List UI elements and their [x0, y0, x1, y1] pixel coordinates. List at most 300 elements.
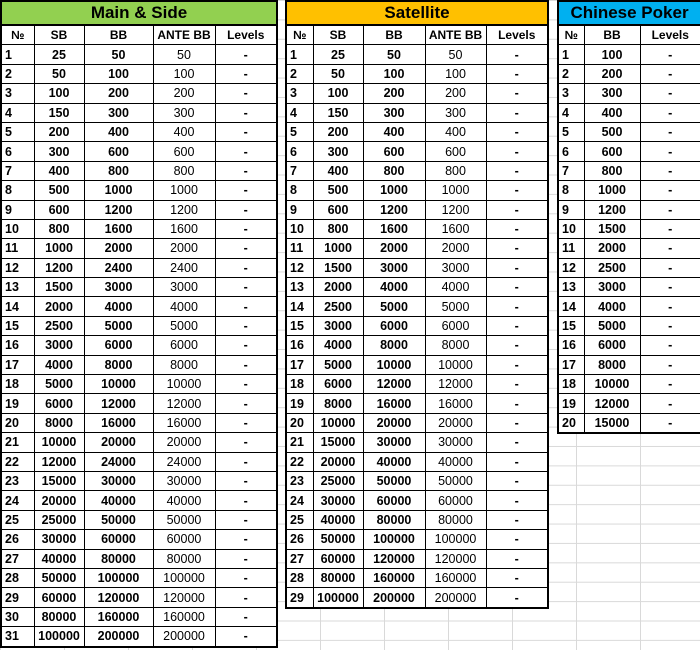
table-cell[interactable]: - [215, 278, 277, 297]
table-cell[interactable]: 300 [313, 142, 363, 161]
table-cell[interactable]: - [640, 375, 700, 394]
table-cell[interactable]: 1500 [584, 219, 640, 238]
table-cell[interactable]: 1200 [84, 200, 153, 219]
table-cell[interactable]: 30000 [84, 471, 153, 490]
table-cell[interactable]: - [486, 510, 548, 529]
table-cell[interactable]: 3000 [34, 336, 84, 355]
table-cell[interactable]: 40000 [425, 452, 486, 471]
table-cell[interactable]: 5 [286, 122, 313, 141]
table-cell[interactable]: 200000 [425, 588, 486, 608]
table-cell[interactable]: 3 [1, 84, 34, 103]
table-cell[interactable]: 40000 [84, 491, 153, 510]
table-cell[interactable]: 4000 [584, 297, 640, 316]
table-cell[interactable]: 16 [558, 336, 584, 355]
table-cell[interactable]: 80000 [34, 607, 84, 626]
table-cell[interactable]: 1 [286, 45, 313, 64]
table-cell[interactable]: 15 [558, 316, 584, 335]
table-cell[interactable]: - [640, 84, 700, 103]
table-cell[interactable]: - [486, 355, 548, 374]
table-cell[interactable]: - [215, 433, 277, 452]
table-cell[interactable]: 50 [84, 45, 153, 64]
table-cell[interactable]: 50000 [425, 471, 486, 490]
table-cell[interactable]: 6 [286, 142, 313, 161]
table-cell[interactable]: - [486, 103, 548, 122]
table-cell[interactable]: 4000 [84, 297, 153, 316]
table-cell[interactable]: - [640, 394, 700, 413]
table-cell[interactable]: 25000 [34, 510, 84, 529]
table-cell[interactable]: 6000 [153, 336, 215, 355]
table-cell[interactable]: 60000 [153, 530, 215, 549]
table-cell[interactable]: 15000 [34, 471, 84, 490]
table-cell[interactable]: - [215, 375, 277, 394]
table-cell[interactable]: - [215, 336, 277, 355]
table-cell[interactable]: - [215, 181, 277, 200]
table-cell[interactable]: 2 [1, 64, 34, 83]
table-cell[interactable]: 3000 [84, 278, 153, 297]
table-cell[interactable]: 14 [1, 297, 34, 316]
table-cell[interactable]: 50000 [363, 471, 425, 490]
table-cell[interactable]: 5 [1, 122, 34, 141]
table-cell[interactable]: 2000 [313, 278, 363, 297]
table-cell[interactable]: 15 [286, 316, 313, 335]
table-cell[interactable]: 200 [84, 84, 153, 103]
table-cell[interactable]: 160000 [153, 607, 215, 626]
table-cell[interactable]: 30 [1, 607, 34, 626]
table-cell[interactable]: - [486, 568, 548, 587]
table-cell[interactable]: 20 [558, 413, 584, 433]
table-cell[interactable]: - [486, 84, 548, 103]
table-cell[interactable]: 31 [1, 627, 34, 647]
table-cell[interactable]: 6000 [34, 394, 84, 413]
table-cell[interactable]: 400 [84, 122, 153, 141]
table-cell[interactable]: 1500 [313, 258, 363, 277]
table-cell[interactable]: - [215, 64, 277, 83]
table-cell[interactable]: - [486, 413, 548, 432]
table-cell[interactable]: 23 [286, 471, 313, 490]
table-cell[interactable]: - [215, 142, 277, 161]
table-cell[interactable]: - [215, 491, 277, 510]
table-cell[interactable]: 24000 [153, 452, 215, 471]
table-cell[interactable]: - [215, 84, 277, 103]
table-cell[interactable]: 80000 [363, 510, 425, 529]
table-cell[interactable]: - [215, 510, 277, 529]
table-cell[interactable]: - [640, 219, 700, 238]
table-cell[interactable]: 500 [584, 122, 640, 141]
table-cell[interactable]: - [215, 355, 277, 374]
table-cell[interactable]: 40000 [363, 452, 425, 471]
table-cell[interactable]: - [215, 413, 277, 432]
table-cell[interactable]: - [486, 64, 548, 83]
table-cell[interactable]: 3 [286, 84, 313, 103]
table-cell[interactable]: 25 [34, 45, 84, 64]
table-cell[interactable]: - [215, 45, 277, 64]
table-cell[interactable]: 28 [1, 568, 34, 587]
table-cell[interactable]: 100000 [34, 627, 84, 647]
table-cell[interactable]: 50000 [34, 568, 84, 587]
table-cell[interactable]: 1000 [153, 181, 215, 200]
table-cell[interactable]: 29 [1, 588, 34, 607]
table-cell[interactable]: 14 [286, 297, 313, 316]
table-cell[interactable]: - [486, 530, 548, 549]
table-cell[interactable]: 600 [34, 200, 84, 219]
table-cell[interactable]: 9 [558, 200, 584, 219]
table-cell[interactable]: 16 [286, 336, 313, 355]
table-cell[interactable]: - [486, 219, 548, 238]
table-cell[interactable]: 800 [425, 161, 486, 180]
table-cell[interactable]: - [640, 316, 700, 335]
table-cell[interactable]: 16000 [425, 394, 486, 413]
table-cell[interactable]: 1200 [153, 200, 215, 219]
table-cell[interactable]: 100000 [84, 568, 153, 587]
table-cell[interactable]: - [486, 394, 548, 413]
table-cell[interactable]: 200 [425, 84, 486, 103]
table-cell[interactable]: 3000 [153, 278, 215, 297]
table-cell[interactable]: 1000 [34, 239, 84, 258]
table-cell[interactable]: 8000 [84, 355, 153, 374]
table-cell[interactable]: 300 [84, 103, 153, 122]
table-cell[interactable]: 1000 [425, 181, 486, 200]
table-cell[interactable]: 1 [1, 45, 34, 64]
table-cell[interactable]: 13 [558, 278, 584, 297]
table-cell[interactable]: 6000 [313, 375, 363, 394]
table-cell[interactable]: - [640, 161, 700, 180]
table-cell[interactable]: 2 [558, 64, 584, 83]
table-cell[interactable]: - [486, 452, 548, 471]
table-cell[interactable]: - [640, 103, 700, 122]
table-cell[interactable]: 300 [153, 103, 215, 122]
table-cell[interactable]: 60000 [425, 491, 486, 510]
table-cell[interactable]: 26 [286, 530, 313, 549]
table-cell[interactable]: 80000 [84, 549, 153, 568]
table-cell[interactable]: 800 [84, 161, 153, 180]
table-cell[interactable]: 1000 [584, 181, 640, 200]
table-cell[interactable]: 100 [425, 64, 486, 83]
table-cell[interactable]: - [215, 607, 277, 626]
table-cell[interactable]: 120000 [425, 549, 486, 568]
table-cell[interactable]: - [486, 258, 548, 277]
table-cell[interactable]: 19 [286, 394, 313, 413]
table-cell[interactable]: - [215, 219, 277, 238]
table-cell[interactable]: 7 [286, 161, 313, 180]
table-cell[interactable]: 100000 [313, 588, 363, 608]
table-cell[interactable]: 30000 [313, 491, 363, 510]
table-cell[interactable]: 11 [286, 239, 313, 258]
table-cell[interactable]: 18 [1, 375, 34, 394]
table-cell[interactable]: - [640, 413, 700, 433]
table-cell[interactable]: - [486, 588, 548, 608]
table-cell[interactable]: 6 [1, 142, 34, 161]
table-cell[interactable]: 1500 [34, 278, 84, 297]
table-cell[interactable]: 120000 [84, 588, 153, 607]
table-cell[interactable]: 50000 [153, 510, 215, 529]
table-cell[interactable]: 50 [425, 45, 486, 64]
table-cell[interactable]: - [640, 239, 700, 258]
table-cell[interactable]: - [486, 122, 548, 141]
table-cell[interactable]: - [215, 200, 277, 219]
table-cell[interactable]: 3000 [425, 258, 486, 277]
table-cell[interactable]: 16 [1, 336, 34, 355]
table-cell[interactable]: 2500 [313, 297, 363, 316]
table-cell[interactable]: 2 [286, 64, 313, 83]
table-cell[interactable]: 15000 [584, 413, 640, 433]
table-cell[interactable]: - [486, 336, 548, 355]
table-cell[interactable]: 400 [584, 103, 640, 122]
table-cell[interactable]: 9 [1, 200, 34, 219]
table-cell[interactable]: 2000 [84, 239, 153, 258]
table-cell[interactable]: 40000 [34, 549, 84, 568]
table-cell[interactable]: - [486, 161, 548, 180]
table-cell[interactable]: 10 [558, 219, 584, 238]
table-cell[interactable]: 23 [1, 471, 34, 490]
table-cell[interactable]: 50000 [84, 510, 153, 529]
table-cell[interactable]: 20 [286, 413, 313, 432]
table-cell[interactable]: 9 [286, 200, 313, 219]
table-cell[interactable]: 13 [1, 278, 34, 297]
table-cell[interactable]: 80000 [153, 549, 215, 568]
table-cell[interactable]: 300 [584, 84, 640, 103]
table-cell[interactable]: 400 [313, 161, 363, 180]
table-cell[interactable]: 800 [584, 161, 640, 180]
table-cell[interactable]: 800 [153, 161, 215, 180]
table-cell[interactable]: 8 [286, 181, 313, 200]
table-cell[interactable]: - [215, 549, 277, 568]
table-cell[interactable]: 12 [1, 258, 34, 277]
table-cell[interactable]: 12 [286, 258, 313, 277]
table-cell[interactable]: 600 [153, 142, 215, 161]
table-cell[interactable]: 200000 [363, 588, 425, 608]
table-cell[interactable]: 4 [1, 103, 34, 122]
table-cell[interactable]: 17 [558, 355, 584, 374]
table-cell[interactable]: 160000 [84, 607, 153, 626]
table-cell[interactable]: - [640, 336, 700, 355]
table-cell[interactable]: 200000 [84, 627, 153, 647]
table-cell[interactable]: 22 [286, 452, 313, 471]
table-cell[interactable]: 19 [1, 394, 34, 413]
table-cell[interactable]: 100 [34, 84, 84, 103]
table-cell[interactable]: 6000 [363, 316, 425, 335]
table-cell[interactable]: 5000 [425, 297, 486, 316]
table-cell[interactable]: 25 [1, 510, 34, 529]
table-cell[interactable]: - [215, 122, 277, 141]
table-cell[interactable]: 22 [1, 452, 34, 471]
table-cell[interactable]: 20000 [84, 433, 153, 452]
table-cell[interactable]: 5000 [584, 316, 640, 335]
table-cell[interactable]: 20000 [153, 433, 215, 452]
table-cell[interactable]: 800 [363, 161, 425, 180]
table-cell[interactable]: 3000 [313, 316, 363, 335]
table-cell[interactable]: - [486, 471, 548, 490]
table-cell[interactable]: 150 [313, 103, 363, 122]
table-cell[interactable]: - [215, 471, 277, 490]
table-cell[interactable]: 2400 [153, 258, 215, 277]
table-cell[interactable]: 1200 [584, 200, 640, 219]
table-cell[interactable]: 2400 [84, 258, 153, 277]
table-cell[interactable]: 12000 [84, 394, 153, 413]
table-cell[interactable]: - [486, 316, 548, 335]
table-cell[interactable]: 50 [153, 45, 215, 64]
table-cell[interactable]: - [215, 530, 277, 549]
table-cell[interactable]: 120000 [363, 549, 425, 568]
table-cell[interactable]: - [215, 297, 277, 316]
table-cell[interactable]: 500 [313, 181, 363, 200]
table-cell[interactable]: 5000 [84, 316, 153, 335]
table-cell[interactable]: 4 [558, 103, 584, 122]
table-cell[interactable]: - [486, 549, 548, 568]
table-cell[interactable]: 1200 [425, 200, 486, 219]
table-cell[interactable]: 200 [153, 84, 215, 103]
table-cell[interactable]: 100 [584, 45, 640, 64]
table-cell[interactable]: 2000 [153, 239, 215, 258]
table-cell[interactable]: 8000 [153, 355, 215, 374]
table-cell[interactable]: - [215, 568, 277, 587]
table-cell[interactable]: 4000 [153, 297, 215, 316]
table-cell[interactable]: 5000 [363, 297, 425, 316]
table-cell[interactable]: - [215, 627, 277, 647]
table-cell[interactable]: 1200 [34, 258, 84, 277]
table-cell[interactable]: 20000 [425, 413, 486, 432]
table-cell[interactable]: 12 [558, 258, 584, 277]
table-cell[interactable]: 1 [558, 45, 584, 64]
table-cell[interactable]: 12000 [34, 452, 84, 471]
table-cell[interactable]: 26 [1, 530, 34, 549]
table-cell[interactable]: 2500 [34, 316, 84, 335]
table-cell[interactable]: 40000 [313, 510, 363, 529]
table-cell[interactable]: 16000 [363, 394, 425, 413]
table-cell[interactable]: 1000 [363, 181, 425, 200]
table-cell[interactable]: 100 [313, 84, 363, 103]
table-cell[interactable]: - [486, 433, 548, 452]
table-cell[interactable]: - [486, 200, 548, 219]
table-cell[interactable]: 24 [286, 491, 313, 510]
table-cell[interactable]: 13 [286, 278, 313, 297]
table-cell[interactable]: 30000 [153, 471, 215, 490]
table-cell[interactable]: 6 [558, 142, 584, 161]
table-cell[interactable]: 120000 [153, 588, 215, 607]
table-cell[interactable]: 8 [1, 181, 34, 200]
table-cell[interactable]: 50 [363, 45, 425, 64]
table-cell[interactable]: 1600 [84, 219, 153, 238]
table-cell[interactable]: 8000 [584, 355, 640, 374]
table-cell[interactable]: 10000 [425, 355, 486, 374]
table-cell[interactable]: 1600 [363, 219, 425, 238]
table-cell[interactable]: 80000 [313, 568, 363, 587]
table-cell[interactable]: 14 [558, 297, 584, 316]
table-cell[interactable]: 3 [558, 84, 584, 103]
table-cell[interactable]: 30000 [34, 530, 84, 549]
table-cell[interactable]: - [486, 142, 548, 161]
table-cell[interactable]: 25000 [313, 471, 363, 490]
table-cell[interactable]: 21 [1, 433, 34, 452]
table-cell[interactable]: 24000 [84, 452, 153, 471]
table-cell[interactable]: - [215, 316, 277, 335]
table-cell[interactable]: 12000 [363, 375, 425, 394]
table-cell[interactable]: 12000 [153, 394, 215, 413]
table-cell[interactable]: 100000 [363, 530, 425, 549]
table-cell[interactable]: 5000 [34, 375, 84, 394]
table-cell[interactable]: 100000 [153, 568, 215, 587]
table-cell[interactable]: - [640, 122, 700, 141]
table-cell[interactable]: - [486, 491, 548, 510]
table-cell[interactable]: 600 [313, 200, 363, 219]
table-cell[interactable]: 5000 [153, 316, 215, 335]
table-cell[interactable]: 24 [1, 491, 34, 510]
table-cell[interactable]: 21 [286, 433, 313, 452]
table-cell[interactable]: 200000 [153, 627, 215, 647]
table-cell[interactable]: 500 [34, 181, 84, 200]
table-cell[interactable]: 8000 [363, 336, 425, 355]
table-cell[interactable]: - [640, 278, 700, 297]
table-cell[interactable]: 60000 [34, 588, 84, 607]
table-cell[interactable]: - [640, 355, 700, 374]
table-cell[interactable]: 6000 [584, 336, 640, 355]
table-cell[interactable]: 16000 [153, 413, 215, 432]
table-cell[interactable]: 8 [558, 181, 584, 200]
table-cell[interactable]: 5 [558, 122, 584, 141]
table-cell[interactable]: 600 [84, 142, 153, 161]
table-cell[interactable]: 8000 [425, 336, 486, 355]
table-cell[interactable]: 10000 [313, 413, 363, 432]
table-cell[interactable]: 20000 [363, 413, 425, 432]
table-cell[interactable]: 60000 [363, 491, 425, 510]
table-cell[interactable]: 6000 [84, 336, 153, 355]
table-cell[interactable]: 2000 [584, 239, 640, 258]
table-cell[interactable]: 6000 [425, 316, 486, 335]
table-cell[interactable]: - [215, 103, 277, 122]
table-cell[interactable]: 600 [584, 142, 640, 161]
table-cell[interactable]: 10000 [84, 375, 153, 394]
table-cell[interactable]: 25 [313, 45, 363, 64]
table-cell[interactable]: - [215, 258, 277, 277]
table-cell[interactable]: - [486, 375, 548, 394]
table-cell[interactable]: 100000 [425, 530, 486, 549]
table-cell[interactable]: 1000 [84, 181, 153, 200]
table-cell[interactable]: - [486, 297, 548, 316]
table-cell[interactable]: - [640, 297, 700, 316]
table-cell[interactable]: 27 [1, 549, 34, 568]
table-cell[interactable]: - [215, 588, 277, 607]
table-cell[interactable]: 7 [1, 161, 34, 180]
table-cell[interactable]: 10000 [363, 355, 425, 374]
table-cell[interactable]: 50 [34, 64, 84, 83]
table-cell[interactable]: 12000 [584, 394, 640, 413]
table-cell[interactable]: 7 [558, 161, 584, 180]
table-cell[interactable]: - [486, 239, 548, 258]
table-cell[interactable]: 4000 [363, 278, 425, 297]
table-cell[interactable]: 28 [286, 568, 313, 587]
table-cell[interactable]: 200 [313, 122, 363, 141]
table-cell[interactable]: - [640, 45, 700, 64]
table-cell[interactable]: 50 [313, 64, 363, 83]
table-cell[interactable]: 60000 [84, 530, 153, 549]
table-cell[interactable]: 20000 [313, 452, 363, 471]
table-cell[interactable]: 1000 [313, 239, 363, 258]
table-cell[interactable]: 10000 [153, 375, 215, 394]
table-cell[interactable]: 18 [286, 375, 313, 394]
table-cell[interactable]: 160000 [363, 568, 425, 587]
table-cell[interactable]: 60000 [313, 549, 363, 568]
table-cell[interactable]: 10 [286, 219, 313, 238]
table-cell[interactable]: 30000 [425, 433, 486, 452]
table-cell[interactable]: - [640, 200, 700, 219]
table-cell[interactable]: 4 [286, 103, 313, 122]
table-cell[interactable]: 27 [286, 549, 313, 568]
table-cell[interactable]: 16000 [84, 413, 153, 432]
table-cell[interactable]: 300 [425, 103, 486, 122]
table-cell[interactable]: 50000 [313, 530, 363, 549]
table-cell[interactable]: 20000 [34, 491, 84, 510]
table-cell[interactable]: 10 [1, 219, 34, 238]
table-cell[interactable]: 17 [1, 355, 34, 374]
